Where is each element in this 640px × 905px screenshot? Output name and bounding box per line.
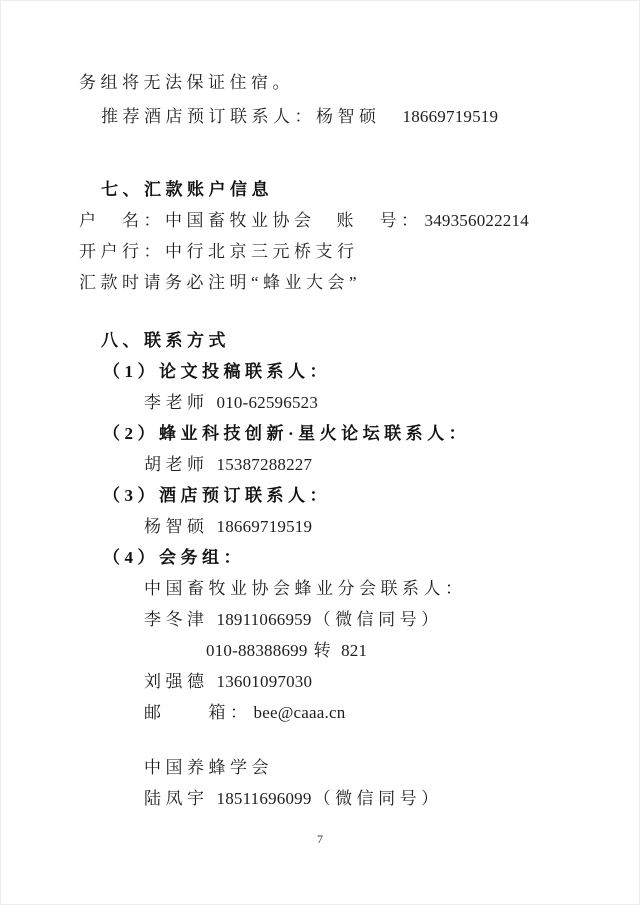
contact-detail-liu — [144, 666, 589, 697]
email-address: bee@caaa.cn — [253, 703, 346, 722]
account-line — [79, 205, 589, 236]
paragraph-continuation-line: 务组将无法保证住宿。 — [79, 73, 294, 92]
wechat-note: （微信同号） — [313, 610, 443, 629]
contact-name: 刘强德 — [144, 672, 209, 691]
account-number-value: 349356022214 — [424, 211, 529, 230]
section-title-contacts: 八、联系方式 — [101, 331, 230, 350]
contact-detail-forum — [144, 449, 589, 480]
contact-name: 李老师 — [144, 393, 209, 412]
contact-heading-hotel: （3）酒店预订联系人： — [103, 486, 331, 505]
account-holder-label: 户 名：中国畜牧业协会 — [79, 211, 316, 230]
hotel-recommend-label: 推荐酒店预订联系人：杨智硕 — [101, 107, 381, 126]
contact-heading-paper: （1）论文投稿联系人： — [103, 362, 331, 381]
extension-label: 转 — [313, 641, 336, 660]
society-label: 中国养蜂学会 — [144, 758, 273, 777]
phone-number: 18511696099 — [216, 789, 312, 808]
landline-number: 010-88388699 — [206, 641, 308, 660]
landline-line — [206, 635, 589, 666]
contact-name: 李冬津 — [144, 610, 209, 629]
phone-number: 13601097030 — [216, 672, 313, 691]
section-title-remittance: 七、汇款账户信息 — [101, 180, 273, 199]
committee-branch-label: 中国畜牧业协会蜂业分会联系人： — [144, 579, 467, 598]
account-number-label: 账 号： — [336, 211, 423, 230]
phone-number: 15387288227 — [216, 455, 313, 474]
contact-detail-hotel — [144, 511, 589, 542]
contact-name: 杨智硕 — [144, 517, 209, 536]
contact-heading-forum: （2）蜂业科技创新·星火论坛联系人： — [103, 424, 471, 443]
contact-heading-committee: （4）会务组： — [103, 548, 245, 567]
page-number: 7 — [317, 832, 323, 846]
contact-detail-lu — [144, 783, 589, 814]
contact-name: 胡老师 — [144, 455, 209, 474]
hotel-recommend-line — [101, 101, 589, 132]
email-label: 邮 箱： — [144, 703, 252, 722]
phone-number: 18669719519 — [216, 517, 313, 536]
remittance-note-line: 汇款时请务必注明“蜂业大会” — [79, 273, 362, 292]
hotel-recommend-phone: 18669719519 — [402, 107, 499, 126]
bank-line: 开户行：中行北京三元桥支行 — [79, 242, 359, 261]
phone-number: 18911066959 — [216, 610, 312, 629]
contact-detail-paper — [144, 387, 589, 418]
contact-detail-li — [144, 604, 589, 635]
phone-number: 010-62596523 — [216, 393, 319, 412]
extension-number: 821 — [341, 641, 368, 660]
email-line — [144, 697, 589, 728]
wechat-note: （微信同号） — [313, 789, 443, 808]
contact-name: 陆凤宇 — [144, 789, 209, 808]
